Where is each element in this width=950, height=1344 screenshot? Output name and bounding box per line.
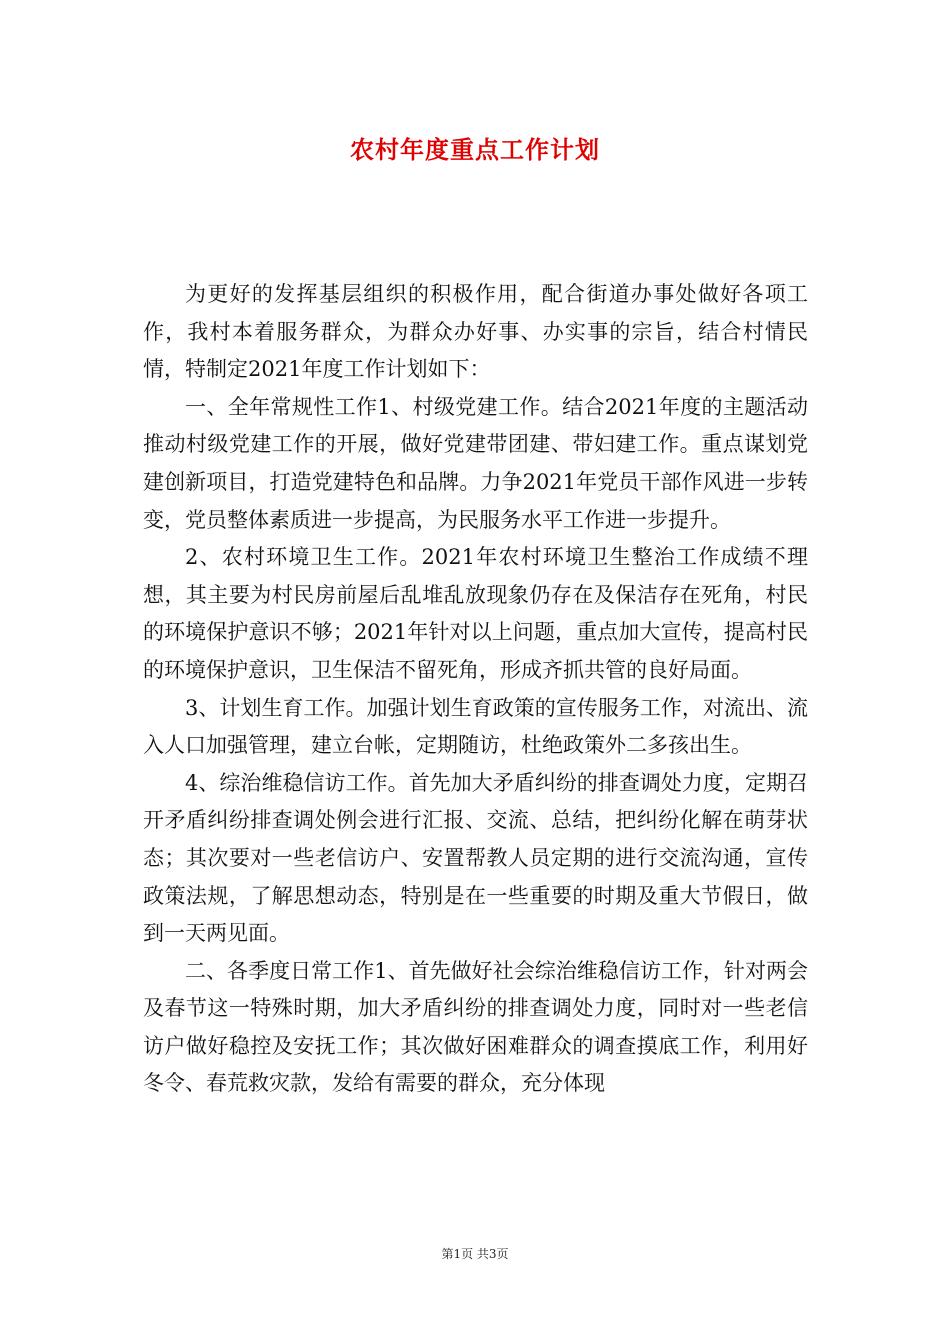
paragraph-party-building: 一、全年常规性工作1、村级党建工作。结合2021年度的主题活动推动村级党建工作的开展，做好党建带团建、带妇建工作。重点谋划党建创新项目，打造党建特色和品牌。力争2021年党员干部作风进一步转变，党员整体素质进一步提高，为民服务水平工作进一步提升。 <box>143 394 808 532</box>
paragraph-environment: 2、农村环境卫生工作。2021年农村环境卫生整治工作成绩不理想，其主要为村民房前屋后乱堆乱放现象仍存在及保洁存在死角，村民的环境保护意识不够；2021年针对以上问题，重点加大宣传，提高村民的环境保护意识，卫生保洁不留死角，形成齐抓共管的良好局面。 <box>143 545 808 682</box>
page-number-footer: 第1页 共3页 <box>441 1247 509 1261</box>
paragraph-stability-petitions: 4、综治维稳信访工作。首先加大矛盾纠纷的排查调处力度，定期召开矛盾纠纷排查调处例会进行汇报、交流、总结，把纠纷化解在萌芽状态；其次要对一些老信访户、安置帮教人员定期的进行交流沟通，宣传政策法规，了解思想动态，特别是在一些重要的时期及重大节假日，做到一天两见面。 <box>143 770 808 946</box>
document-title: 农村年度重点工作计划 <box>350 135 600 164</box>
paragraph-family-planning: 3、计划生育工作。加强计划生育政策的宣传服务工作，对流出、流入人口加强管理，建立台帐，定期随访，杜绝政策外二多孩出生。 <box>143 695 808 758</box>
paragraph-quarterly-work: 二、各季度日常工作1、首先做好社会综治维稳信访工作，针对两会及春节这一特殊时期，加大矛盾纠纷的排查调处力度，同时对一些老信访户做好稳控及安抚工作；其次做好困难群众的调查摸底工作，利用好冬令、春荒救灾款，发给有需要的群众，充分体现 <box>143 958 808 1096</box>
paragraph-intro: 为更好的发挥基层组织的积极作用，配合街道办事处做好各项工作，我村本着服务群众，为群众办好事、办实事的宗旨，结合村情民情，特制定2021年度工作计划如下： <box>143 282 808 382</box>
document-body <box>143 276 808 1103</box>
